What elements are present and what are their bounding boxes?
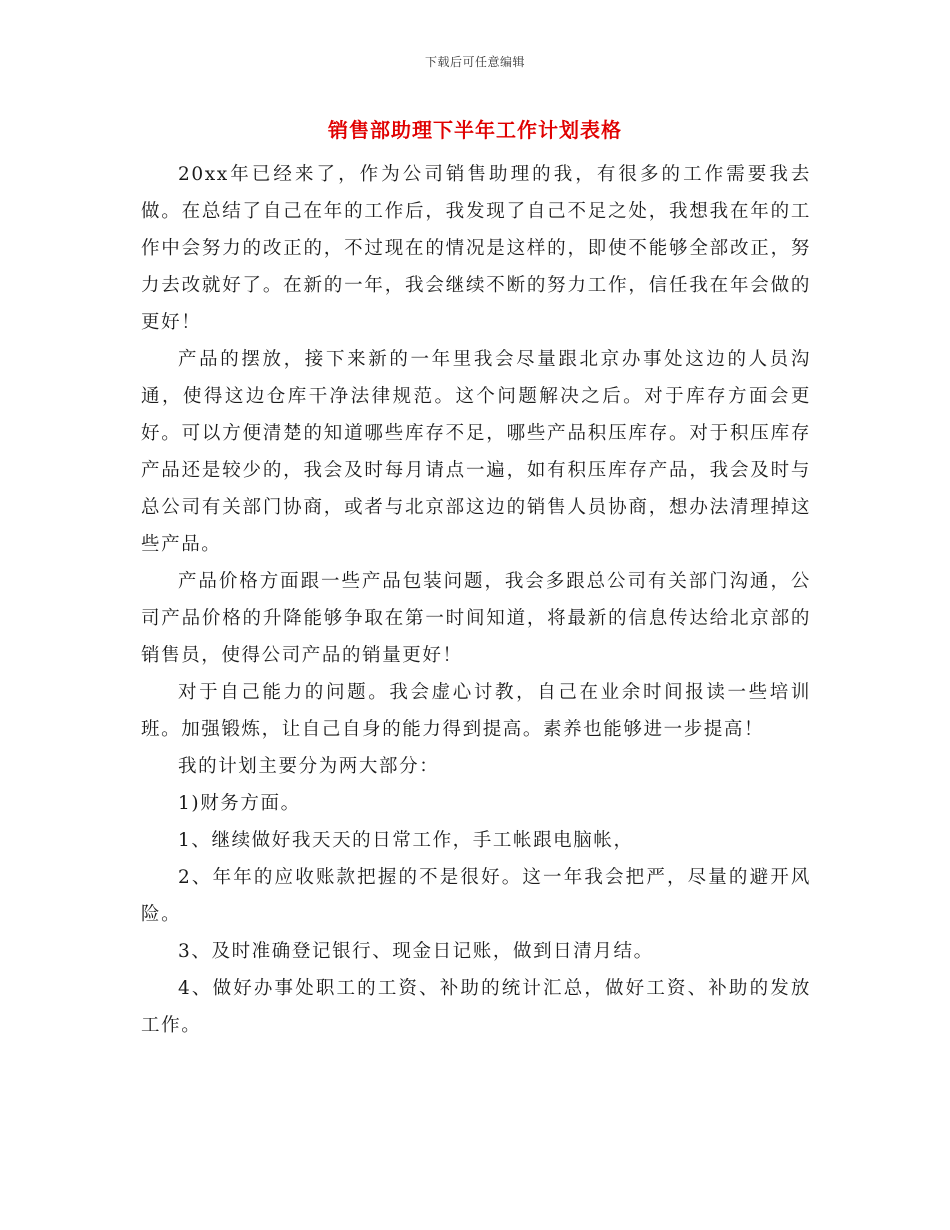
paragraph-intro: 20xx年已经来了，作为公司销售助理的我，有很多的工作需要我去做。在总结了自己在年的工作后，我发现了自己不足之处，我想我在年的工作中会努力的改正的，不过现在的情况是这样的，即使不能够全部改正，努力去改就好了。在新的一年，我会继续不断的努力工作，信任我在年会做的更好！ [141,164,811,333]
document-body [141,156,811,1044]
list-item-finance-3: 3、及时准确登记银行、现金日记账，做到日清月结。 [178,941,654,962]
page-header-note: 下载后可任意编辑 [424,55,525,69]
list-item-finance-2: 2、年年的应收账款把握的不是很好。这一年我会把严，尽量的避开风险。 [141,867,811,925]
document-title: 销售部助理下半年工作计划表格 [328,118,622,142]
list-item-finance-1: 1、继续做好我天天的日常工作，手工帐跟电脑帐， [178,830,634,851]
paragraph-self-improvement: 对于自己能力的问题。我会虚心讨教，自己在业余时间报读一些培训班。加强锻炼，让自己自身的能力得到提高。素养也能够进一步提高！ [141,682,811,740]
paragraph-plan-intro: 我的计划主要分为两大部分： [178,756,440,777]
paragraph-product-placement: 产品的摆放，接下来新的一年里我会尽量跟北京办事处这边的人员沟通，使得这边仓库干净法律规范。这个问题解决之后。对于库存方面会更好。可以方便清楚的知道哪些库存不足，哪些产品积压库存。对于积压库存产品还是较少的，我会及时每月请点一遍，如有积压库存产品，我会及时与总公司有关部门协商，或者与北京部这边的销售人员协商，想办法清理掉这些产品。 [141,349,811,555]
paragraph-product-pricing: 产品价格方面跟一些产品包装问题，我会多跟总公司有关部门沟通，公司产品价格的升降能够争取在第一时间知道，将最新的信息传达给北京部的销售员，使得公司产品的销量更好！ [141,571,811,666]
list-item-finance-4: 4、做好办事处职工的工资、补助的统计汇总，做好工资、补助的发放工作。 [141,978,811,1036]
paragraph-finance-heading: 1)财务方面。 [178,793,301,814]
